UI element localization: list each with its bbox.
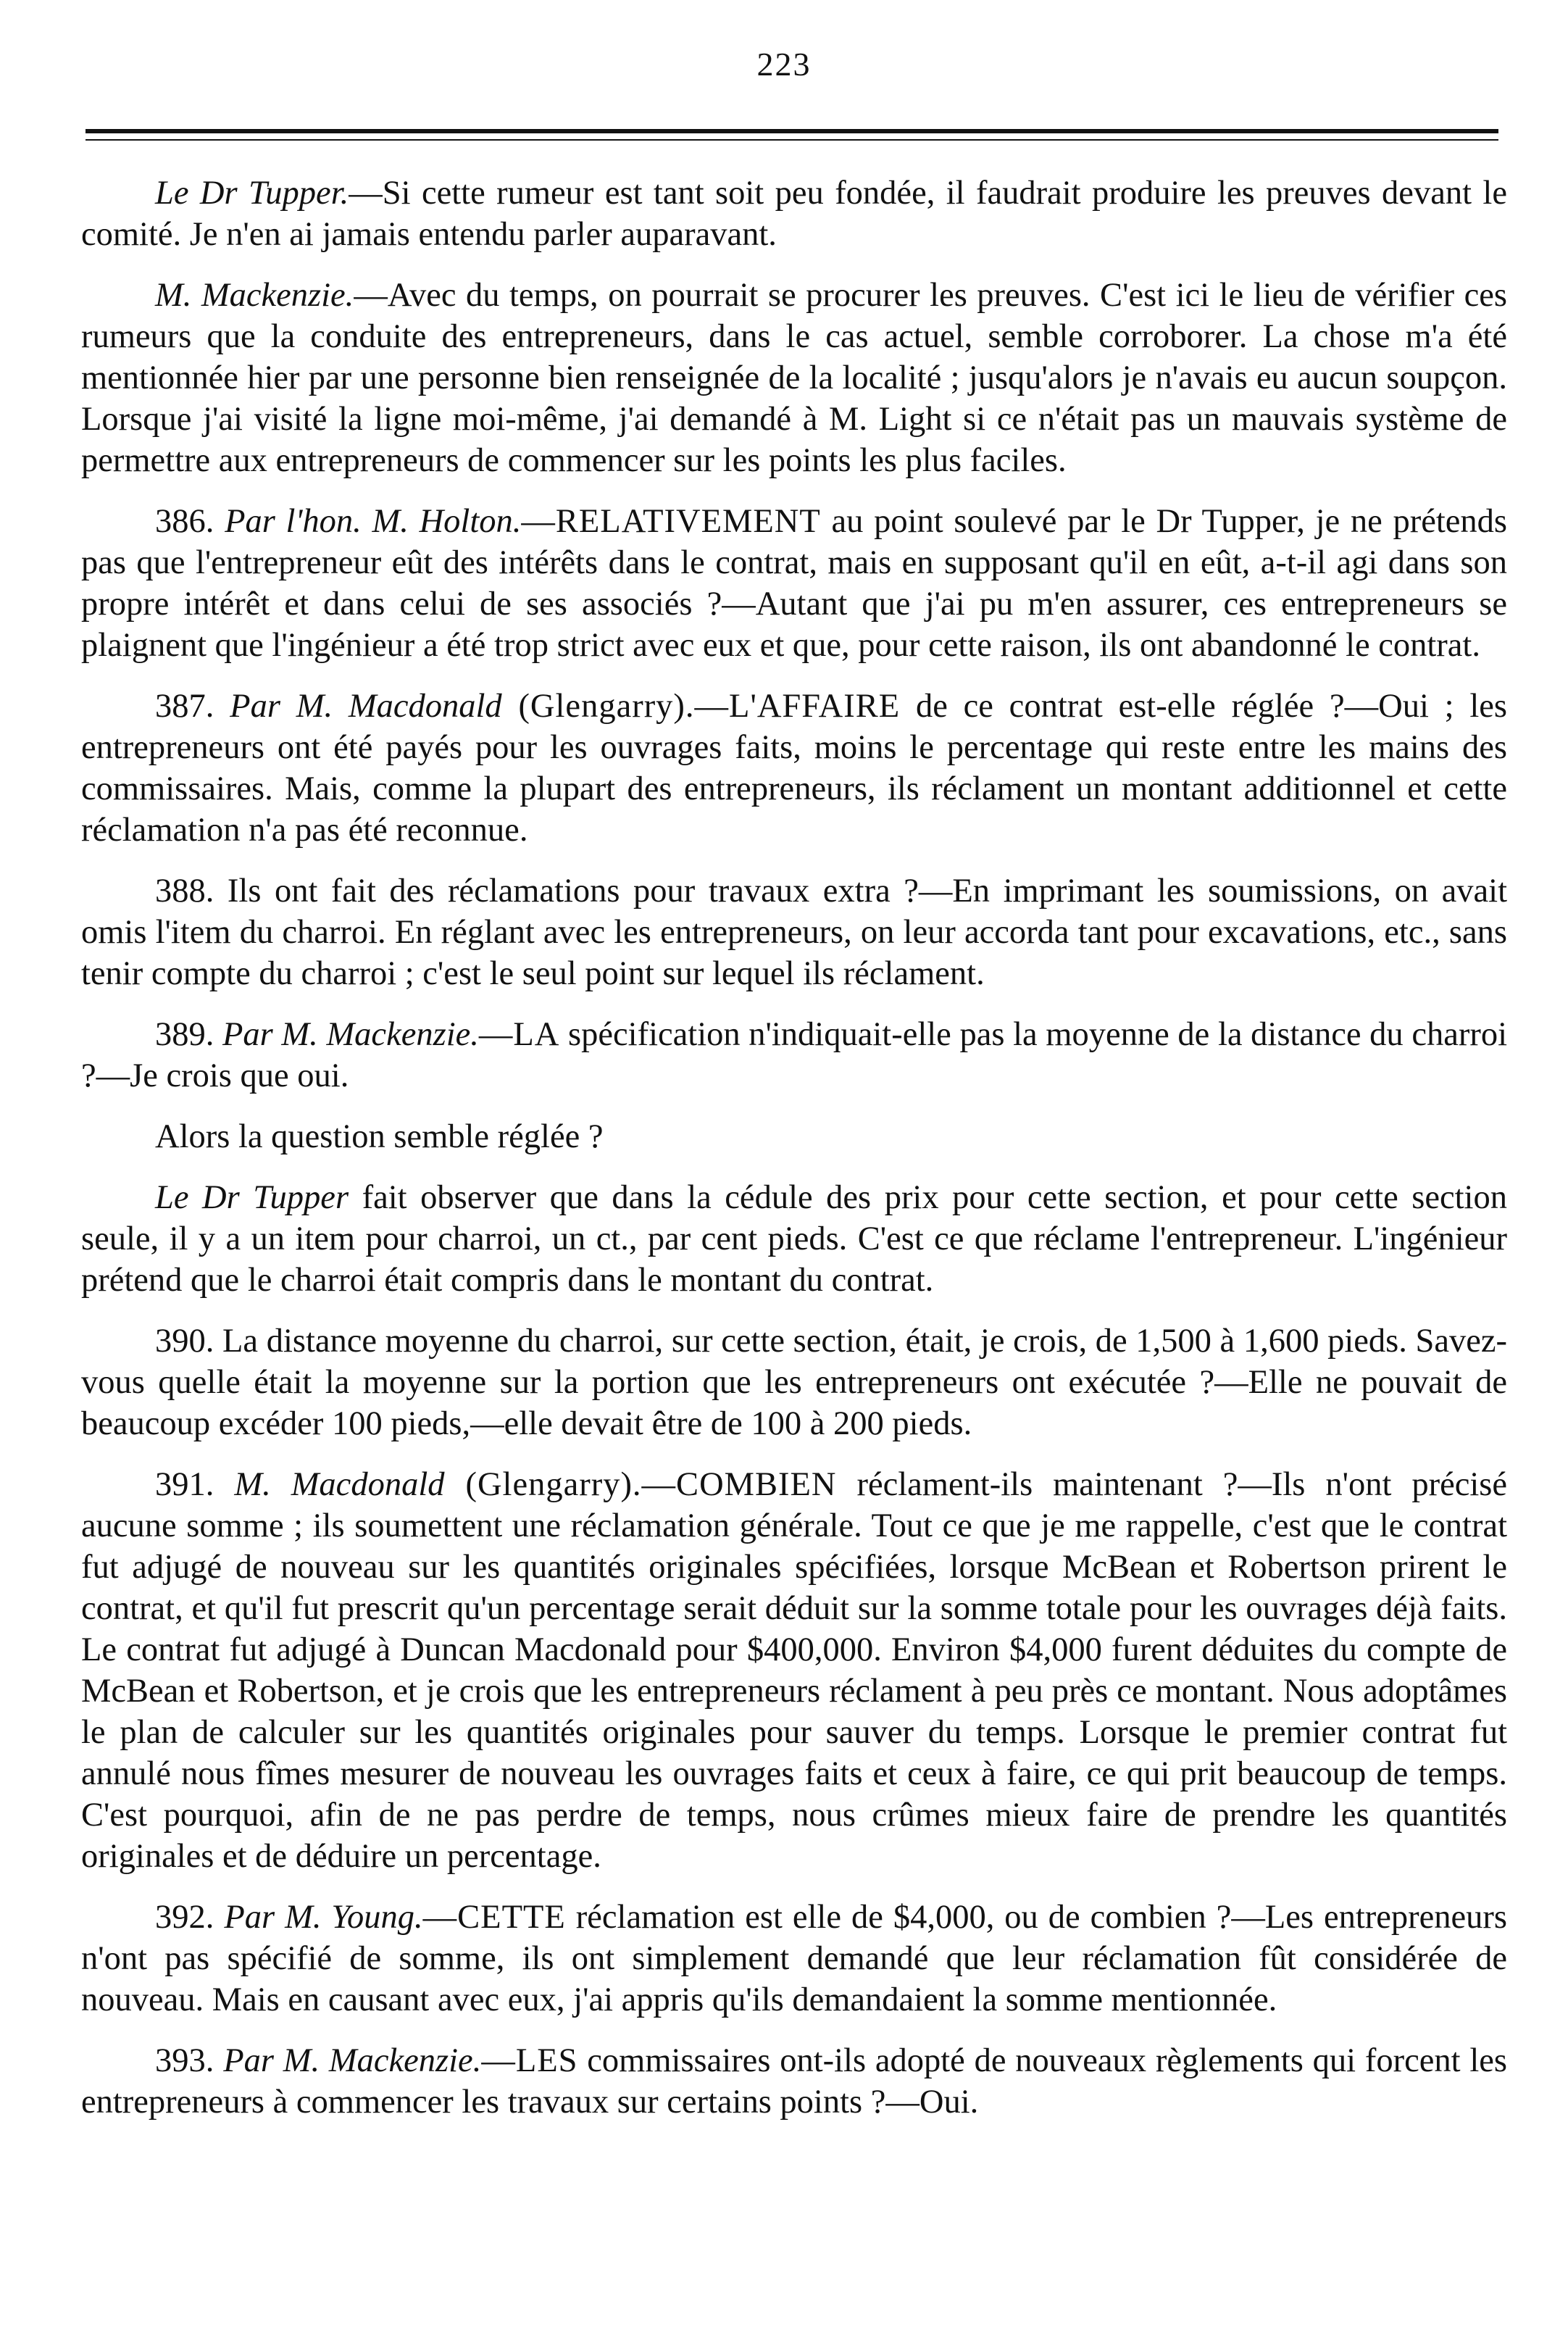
paragraph-text: fait observer que dans la cédule des prix pour cette section, et pour cette section seule, il y a un item pour charroi, un ct., par cent pieds. C'est ce que réclame l'entrepreneur. L'ingénieur prétend que le charroi était compris dans le montant du contrat. bbox=[81, 1179, 1507, 1299]
paragraph-390 bbox=[81, 1320, 1507, 1444]
question-number: 392. bbox=[155, 1899, 214, 1936]
paragraph-392 bbox=[81, 1897, 1507, 2021]
page-body bbox=[81, 172, 1507, 2123]
speaker-name: Par l'hon. M. Holton. bbox=[225, 503, 522, 540]
paragraph-393 bbox=[81, 2040, 1507, 2123]
speaker-name: Par M. Young. bbox=[224, 1899, 423, 1936]
question-number: 391. bbox=[155, 1466, 214, 1503]
question-lead: —LA bbox=[478, 1016, 560, 1053]
paragraph-388 bbox=[81, 870, 1507, 994]
paragraph-text: —Si cette rumeur est tant soit peu fondée, il faudrait produire les preuves devant le comité. Je n'en ai jamais entendu parler auparavant. bbox=[81, 175, 1507, 253]
paragraph-text: Ils ont fait des réclamations pour travaux extra ?—En imprimant les soumissions, on avait omis l'item du charroi. En réglant avec les entrepreneurs, on leur accorda tant pour excavations, etc., sans tenir compte du charroi ; c'est le seul point sur lequel ils réclament. bbox=[81, 873, 1508, 992]
paragraph-text: au point soulevé par le Dr Tupper, je ne prétends pas que l'entrepreneur eût des intérêts dans le contrat, mais en supposant qu'il en eût, a-t-il agi dans son propre intérêt et dans celui de ses associés ?—Autant que j'ai pu m'en assurer, ces entrepreneurs se plaignent que l'ingénieur a été trop strict avec eux et que, pour cette raison, ils ont abandonné le contrat. bbox=[81, 503, 1507, 664]
paragraph-text: La distance moyenne du charroi, sur cette section, était, je crois, de 1,500 à 1,600 pieds. Savez-vous quelle était la moyenne sur la portion que les entrepreneurs ont exécutée ?—Elle ne pouvait de beaucoup excéder 100 pieds,—elle devait être de 100 à 200 pieds. bbox=[81, 1323, 1508, 1442]
page-number: 223 bbox=[756, 46, 812, 83]
question-lead: —CETTE bbox=[422, 1899, 566, 1936]
paragraph-386 bbox=[81, 501, 1507, 666]
paragraph-question-reglee bbox=[81, 1116, 1507, 1157]
speaker-name: Par M. Mackenzie. bbox=[223, 2042, 482, 2079]
question-lead: —RELATIVEMENT bbox=[521, 503, 821, 540]
question-number: 389. bbox=[155, 1016, 214, 1053]
question-lead: —LES bbox=[481, 2042, 578, 2079]
paragraph-389 bbox=[81, 1014, 1507, 1097]
paragraph-text: réclament-ils maintenant ?—Ils n'ont précisé aucune somme ; ils soumettent une réclamation générale. Tout ce que je me rappelle, c'est que le contrat fut adjugé de nouveau sur les quantités originales spécifiées, lorsque McBean et Robertson prirent le contrat, et qu'il fut prescrit qu'un percentage serait déduit sur la somme totale pour les ouvrages déjà faits. Le contrat fut adjugé à Duncan Macdonald pour $400,000. Environ $4,000 furent déduites du compte de McBean et Robertson, et je crois que les entrepreneurs réclament à peu près ce montant. Nous adoptâmes le plan de calculer sur les quantités originales pour sauver du temps. Lorsque le premier contrat fut annulé nous fîmes mesurer de nouveau les ouvrages faits et ceux à faire, ce qui prit beaucoup de temps. C'est pourquoi, afin de ne pas perdre de temps, nous crûmes mieux faire de prendre les quantités originales et de déduire un percentage. bbox=[81, 1466, 1508, 1875]
speaker-name: Par M. Mackenzie. bbox=[222, 1016, 479, 1053]
paragraph-text: —Avec du temps, on pourrait se procurer les preuves. C'est ici le lieu de vérifier ces rumeurs que la conduite des entrepreneurs, dans le cas actuel, semble corroborer. La chose m'a été mentionnée hier par une personne bien renseignée de la localité ; jusqu'alors je n'avais eu aucun soupçon. Lorsque j'ai visité la ligne moi-même, j'ai demandé à M. Light si ce n'était pas un mauvais système de permettre aux entrepreneurs de commencer sur les points les plus faciles. bbox=[81, 277, 1507, 479]
question-lead: (Glengarry).—COMBIEN bbox=[444, 1466, 837, 1503]
header-rule-thin bbox=[86, 139, 1498, 141]
question-number: 393. bbox=[155, 2042, 214, 2079]
paragraph-text: réclamation est elle de $4,000, ou de combien ?—Les entrepreneurs n'ont pas spécifié de somme, ils ont simplement demandé que leur réclamation fût considérée de nouveau. Mais en causant avec eux, j'ai appris qu'ils demandaient la somme mentionnée. bbox=[81, 1899, 1508, 2018]
question-number: 388. bbox=[155, 873, 214, 910]
question-number: 387. bbox=[155, 688, 214, 725]
paragraph-391 bbox=[81, 1464, 1507, 1877]
speaker-name: Le Dr Tupper bbox=[155, 1179, 349, 1216]
paragraph-text: commissaires ont-ils adopté de nouveaux règlements qui forcent les entrepreneurs à commencer les travaux sur certains points ?—Oui. bbox=[81, 2042, 1507, 2121]
speaker-name: Par M. Macdonald bbox=[230, 688, 502, 725]
speaker-name: M. Mackenzie. bbox=[155, 277, 354, 314]
speaker-name: Le Dr Tupper. bbox=[155, 175, 349, 212]
speaker-name: M. Macdonald bbox=[234, 1466, 445, 1503]
paragraph-text: Alors la question semble réglée ? bbox=[155, 1118, 604, 1155]
paragraph-text: spécification n'indiquait-elle pas la moyenne de la distance du charroi ?—Je crois que oui. bbox=[81, 1016, 1507, 1094]
paragraph-tupper-rumeur bbox=[81, 172, 1507, 255]
question-lead: (Glengarry).—L'AFFAIRE bbox=[501, 688, 901, 725]
paragraph-mackenzie-preuves bbox=[81, 275, 1507, 481]
paragraph-tupper-charroi bbox=[81, 1177, 1507, 1301]
question-number: 386. bbox=[155, 503, 214, 540]
question-number: 390. bbox=[155, 1323, 214, 1360]
paragraph-text: de ce contrat est-elle réglée ?—Oui ; les entrepreneurs ont été payés pour les ouvrages faits, moins le percentage qui reste entre les mains des commissaires. Mais, comme la plupart des entrepreneurs, ils réclament un montant additionnel et cette réclamation n'a pas été reconnue. bbox=[81, 688, 1508, 849]
paragraph-387 bbox=[81, 686, 1507, 851]
header-rule-thick bbox=[86, 129, 1498, 133]
